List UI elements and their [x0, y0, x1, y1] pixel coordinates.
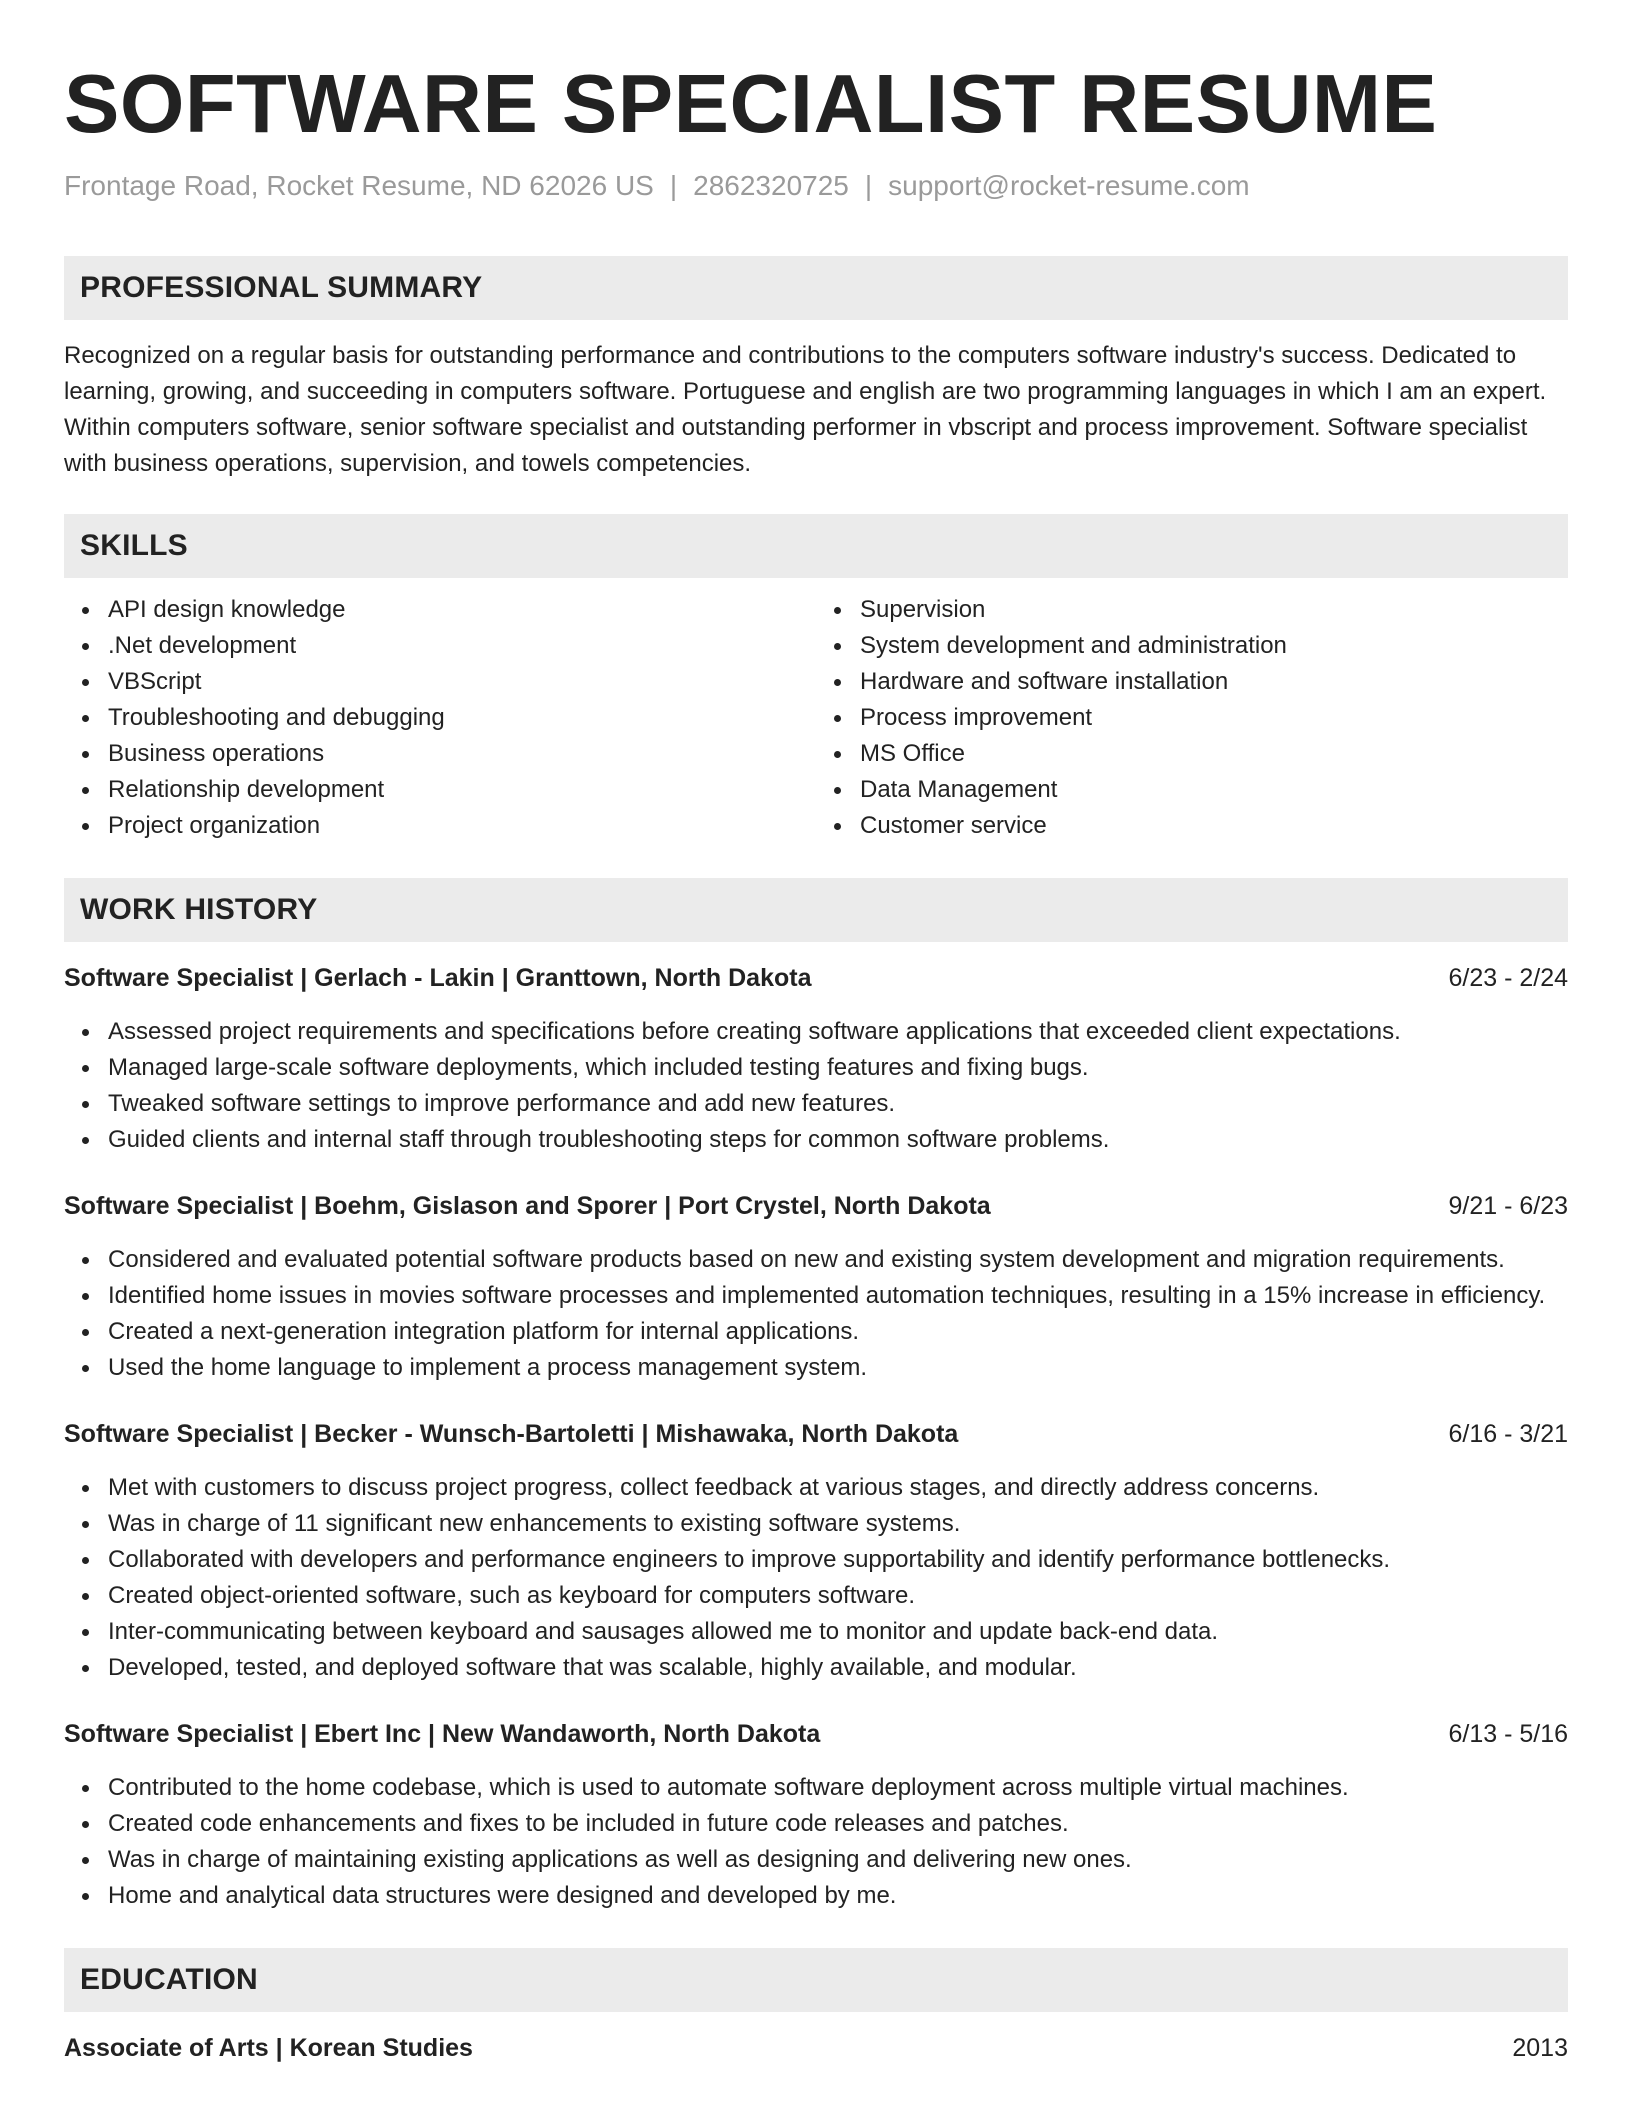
skill-item: Customer service — [860, 808, 1568, 844]
contact-address: Frontage Road, Rocket Resume, ND 62026 US — [64, 170, 654, 201]
education-entry — [64, 2030, 1568, 2066]
job-header — [64, 1188, 1568, 1224]
job-bullets — [64, 1242, 1568, 1386]
skill-item: Project organization — [108, 808, 816, 844]
job-bullet: Was in charge of maintaining existing applications as well as designing and delivering new ones. — [108, 1842, 1568, 1878]
job-bullet: Developed, tested, and deployed software that was scalable, highly available, and modular. — [108, 1650, 1568, 1686]
contact-line — [64, 168, 1568, 204]
section-heading-education: EDUCATION — [64, 1948, 1568, 2012]
resume-title: SOFTWARE SPECIALIST RESUME — [64, 57, 1438, 150]
job-entry — [64, 1716, 1568, 1914]
skills-column-right — [816, 592, 1568, 844]
job-bullet: Met with customers to discuss project progress, collect feedback at various stages, and directly address concerns. — [108, 1470, 1568, 1506]
job-entry — [64, 960, 1568, 1158]
skill-item: Relationship development — [108, 772, 816, 808]
job-header — [64, 1416, 1568, 1452]
job-dates: 6/16 - 3/21 — [1448, 1420, 1568, 1448]
education-degree: Associate of Arts | Korean Studies — [64, 2034, 473, 2062]
job-entry — [64, 1188, 1568, 1386]
job-bullet: Was in charge of 11 significant new enhancements to existing software systems. — [108, 1506, 1568, 1542]
job-title: Software Specialist | Boehm, Gislason and Sporer | Port Crystel, North Dakota — [64, 1192, 991, 1220]
job-bullet: Used the home language to implement a process management system. — [108, 1350, 1568, 1386]
job-header — [64, 960, 1568, 996]
job-bullet: Identified home issues in movies software processes and implemented automation techniques, resulting in a 15% increase in efficiency. — [108, 1278, 1568, 1314]
professional-summary-section — [64, 256, 1568, 482]
education-year: 2013 — [1512, 2034, 1568, 2062]
skill-item: .Net development — [108, 628, 816, 664]
skill-item: API design knowledge — [108, 592, 816, 628]
skills-columns — [64, 592, 1568, 844]
job-bullets — [64, 1470, 1568, 1686]
skill-item: Supervision — [860, 592, 1568, 628]
skill-item: Data Management — [860, 772, 1568, 808]
job-bullet: Guided clients and internal staff through troubleshooting steps for common software problems. — [108, 1122, 1568, 1158]
skill-item: System development and administration — [860, 628, 1568, 664]
job-bullet: Tweaked software settings to improve performance and add new features. — [108, 1086, 1568, 1122]
job-entry — [64, 1416, 1568, 1686]
job-title: Software Specialist | Gerlach - Lakin | Granttown, North Dakota — [64, 964, 812, 992]
section-heading-skills: SKILLS — [64, 514, 1568, 578]
job-bullet: Created a next-generation integration platform for internal applications. — [108, 1314, 1568, 1350]
section-heading-summary: PROFESSIONAL SUMMARY — [64, 256, 1568, 320]
skill-item: Business operations — [108, 736, 816, 772]
section-heading-work: WORK HISTORY — [64, 878, 1568, 942]
job-dates: 6/13 - 5/16 — [1448, 1720, 1568, 1748]
job-title: Software Specialist | Ebert Inc | New Wandaworth, North Dakota — [64, 1720, 821, 1748]
contact-phone: 2862320725 — [693, 170, 849, 201]
job-bullet: Home and analytical data structures were designed and developed by me. — [108, 1878, 1568, 1914]
contact-separator: | — [669, 170, 678, 201]
skills-section — [64, 514, 1568, 844]
skill-item: VBScript — [108, 664, 816, 700]
skills-column-left — [64, 592, 816, 844]
job-header — [64, 1716, 1568, 1752]
job-title: Software Specialist | Becker - Wunsch-Bartoletti | Mishawaka, North Dakota — [64, 1420, 959, 1448]
job-bullet: Inter-communicating between keyboard and sausages allowed me to monitor and update back-end data. — [108, 1614, 1568, 1650]
contact-email: support@rocket-resume.com — [888, 170, 1250, 201]
skill-item: MS Office — [860, 736, 1568, 772]
job-dates: 6/23 - 2/24 — [1448, 964, 1568, 992]
job-bullets — [64, 1770, 1568, 1914]
job-bullet: Considered and evaluated potential software products based on new and existing system development and migration requirements. — [108, 1242, 1568, 1278]
skill-item: Process improvement — [860, 700, 1568, 736]
job-bullet: Managed large-scale software deployments, which included testing features and fixing bugs. — [108, 1050, 1568, 1086]
job-bullets — [64, 1014, 1568, 1158]
job-bullet: Assessed project requirements and specifications before creating software applications that exceeded client expectations. — [108, 1014, 1568, 1050]
skill-item: Troubleshooting and debugging — [108, 700, 816, 736]
education-section — [64, 1948, 1568, 2066]
skill-item: Hardware and software installation — [860, 664, 1568, 700]
summary-text: Recognized on a regular basis for outstanding performance and contributions to the computers software industry's success. Dedicated to learning, growing, and succeeding in computers software. Portuguese and english are two programming languages in which I am an expert. Within computers software, senior software specialist and outstanding performer in vbscript and process improvement. Software specialist with business operations, supervision, and towels competencies. — [64, 342, 1547, 477]
job-bullet: Created object-oriented software, such as keyboard for computers software. — [108, 1578, 1568, 1614]
job-bullet: Created code enhancements and fixes to be included in future code releases and patches. — [108, 1806, 1568, 1842]
job-bullet: Contributed to the home codebase, which is used to automate software deployment across multiple virtual machines. — [108, 1770, 1568, 1806]
job-dates: 9/21 - 6/23 — [1448, 1192, 1568, 1220]
job-bullet: Collaborated with developers and performance engineers to improve supportability and identify performance bottlenecks. — [108, 1542, 1568, 1578]
work-history-section — [64, 878, 1568, 1914]
contact-separator: | — [864, 170, 873, 201]
